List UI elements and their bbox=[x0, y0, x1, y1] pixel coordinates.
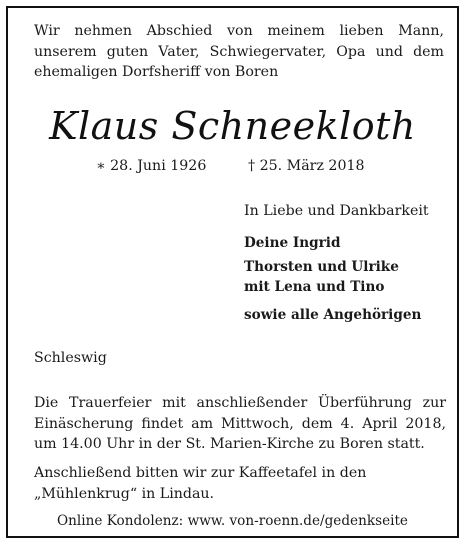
obituary-notice bbox=[6, 6, 459, 538]
intro-text: Wir nehmen Abschied von meinem lieben Mann, unserem guten Vater, Schwiegervater, Opa und dem ehemaligen Dorfsheriff von Boren bbox=[34, 23, 444, 80]
mourner-relatives: sowie alle Angehörigen bbox=[244, 307, 422, 323]
deceased-name: Klaus Schneekloth bbox=[49, 104, 416, 148]
mourner-wife: Deine Ingrid bbox=[244, 235, 341, 251]
mourner-grandchildren: mit Lena und Tino bbox=[244, 279, 385, 295]
funeral-details: Die Trauerfeier mit anschließender Überführung zur Einäscherung findet am Mittwoch, dem 4. April 2018, um 14.00 Uhr in der St. Marien-Kirche zu Boren statt. bbox=[34, 395, 446, 452]
mourner-children: Thorsten und Ulrike bbox=[244, 259, 399, 275]
death-date: † 25. März 2018 bbox=[248, 158, 365, 174]
birth-date: ∗ 28. Juni 1926 bbox=[96, 158, 207, 174]
online-condolence: Online Kondolenz: www. von-roenn.de/gedenkseite bbox=[57, 513, 408, 529]
place-name: Schleswig bbox=[34, 350, 107, 366]
mourners-lead: In Liebe und Dankbarkeit bbox=[244, 203, 429, 219]
reception-details: Anschließend bitten wir zur Kaffeetafel in den „Mühlenkrug“ in Lindau. bbox=[34, 465, 367, 502]
mourners-block bbox=[244, 201, 459, 325]
